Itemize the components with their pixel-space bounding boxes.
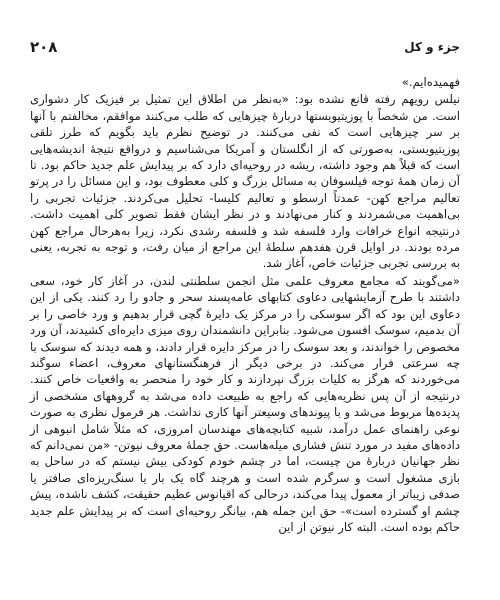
- paragraph-continuation: فهمیده‌ایم.»: [401, 75, 460, 89]
- paragraph: نیلس رویهم رفته قانع نشده بود: «به‌نظر من اطلاق این تمثیل بر فیزیک کار دشواری است. من شخصاً با پوزیتیویستها دربارهٔ چیزهایی که طلب می‌کنند موافقم، مخالفتم با آنها بر سر چیزهایی است که نفی می‌کنند. در توضیح نظرم باید بگویم که طرز تلقی پوزیتیویستی، به‌صورتی که از انگلستان و آمریکا می‌شناسیم و درواقع نتیجهٔ اندیشه‌هایی است که قبلاً هم وجود داشته، ریشه در روحیه‌ای دارد که بر پیدایش علم جدید حاکم بود. تا آن زمان همهٔ توجه فیلسوفان به مسائل بزرگ و کلی معطوف بود، و این مسائل را در پرتو تعالیم مراجع کهن- عمدتاً ارسطو و تعالیم کلیسا- تحلیل می‌کردند. جزئیات تجربی را بی‌اهمیت می‌شمردند و کنار می‌نهادند و در نظر ایشان فقط تصویر کلی اهمیت داشت. درنتیجه انواع خرافات وارد فلسفه شد و فلسفه رشدی نکرد، زیرا به‌هرحال مراجع کهن مرده بودند. در اوایل قرن هفدهم سلطهٔ این مراجع از میان رفت، و توجه به تجربه، یعنی به بررسی تجربی جزئیات خاص، آغاز شد.: [30, 92, 460, 271]
- paragraph: «می‌گویند که مجامع معروف علمی مثل انجمن سلطنتی لندن، در آغاز کار خود، سعی داشتند با طرح آزمایشهایی دعاوی کتابهای عامه‌پسند سحر و جادو را رد کنند. یکی از این دعاوی این بود که اگر سوسکی را در مرکز یک دایرهٔ گچی قرار بدهیم و ورد خاصی را بر آن بدمیم، سوسک افسون می‌شود. بنابراین دانشمندان روی میزی دایره‌ای کشیدند، آن ورد مخصوص را خواندند، و بعد سوسک را در مرکز دایره قرار دادند، و همه دیدند که سوسک با چه سرعتی فرار می‌کند. در برخی دیگر از فرهنگستانهای معروف، اعضاء سوگند می‌خوردند که هرگز به کلیات بزرگ نپردازند و کار خود را منحصر به واقعیات خاص کنند. درنتیجه از آن پس نظریه‌هایی که راجع به طبیعت داده می‌شد به گروههای مشخصی از پدیده‌ها مربوط می‌شد و با پیوندهای وسیعتر آنها کاری نداشت. هر فرمول نظری به صورت نوعی راهنمای عمل درآمد، شبیه کتابچه‌های مهندسان امروزی، که مثلاً شامل انبوهی از داده‌های مفید در مورد تنش فشاری میله‌هاست. حق جملهٔ معروف نیوتن- «من نمی‌دانم که نظر جهانیان دربارهٔ من چیست، اما در چشم خودم کودکی بیش نیستم که در ساحل به بازی مشغول است و سرگرم شده است و هرچند گاه یک بار یا سنگ‌ریزه‌ای صافتر یا صدفی زیباتر از معمول پیدا می‌کند، درحالی که اقیانوس عظیم حقیقت، کشف ناشده، پیش چشم او گسترده است»- حق این جمله هم، بیانگر روحیه‌ای است که بر پیدایش علم جدید حاکم بوده است. البته کار نیوتن از این: [30, 273, 460, 534]
- running-title: جزء و کل: [404, 40, 460, 54]
- body-text: [30, 74, 460, 535]
- page-number: ۲۰۸: [30, 38, 58, 56]
